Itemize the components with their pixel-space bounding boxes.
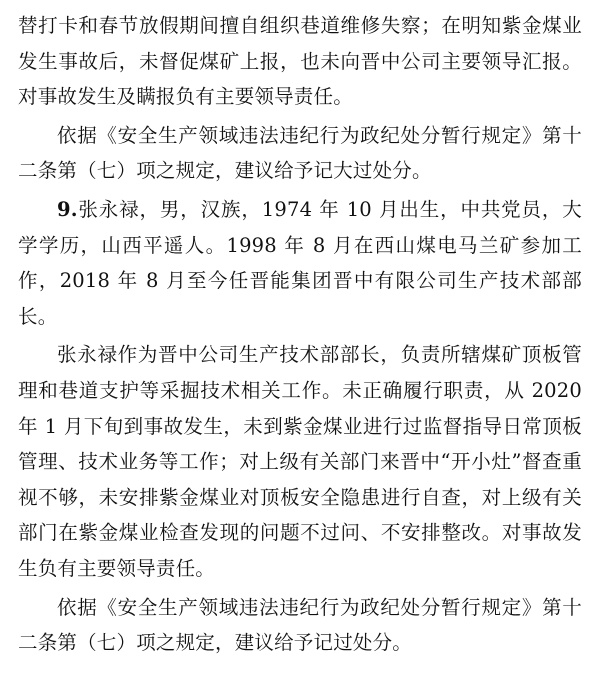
paragraph-basis-first: 依据《安全生产领域违法违纪行为政纪处分暂行规定》第十二条第（七）项之规定，建议给予记大过处分。: [18, 123, 582, 183]
paragraph-continuation: 替打卡和春节放假期间擅自组织巷道维修失察；在明知紫金煤业发生事故后，未督促煤矿上报，也未向晋中公司主要领导汇报。对事故发生及瞒报负有主要领导责任。: [18, 14, 582, 109]
entry-number: 9.: [57, 197, 78, 221]
paragraph-responsibility: 张永禄作为晋中公司生产技术部部长，负责所辖煤矿顶板管理和巷道支护等采掘技术相关工作。未正确履行职责，从 2020 年 1 月下旬到事故发生，未到紫金煤业进行过监督指导日常顶板管理、技术业务等工作；对上级有关部门来晋中“开小灶”督查重视不够，未安排紫金煤业对顶板安全隐患进行自查，对上级有关部门在紫金煤业检查发现的问题不过问、不安排整改。对事故发生负有主要领导责任。: [18, 343, 582, 580]
paragraph-basis-second: 依据《安全生产领域违法违纪行为政纪处分暂行规定》第十二条第（七）项之规定，建议给予记过处分。: [18, 595, 582, 655]
paragraph-person-entry: [18, 192, 582, 334]
entry-text: 张永禄，男，汉族，1974 年 10 月出生，中共党员，大学学历，山西平遥人。1998 年 8 月在西山煤电马兰矿参加工作，2018 年 8 月至今任晋能集团晋中有限公司生产技术部部长。: [18, 197, 582, 328]
